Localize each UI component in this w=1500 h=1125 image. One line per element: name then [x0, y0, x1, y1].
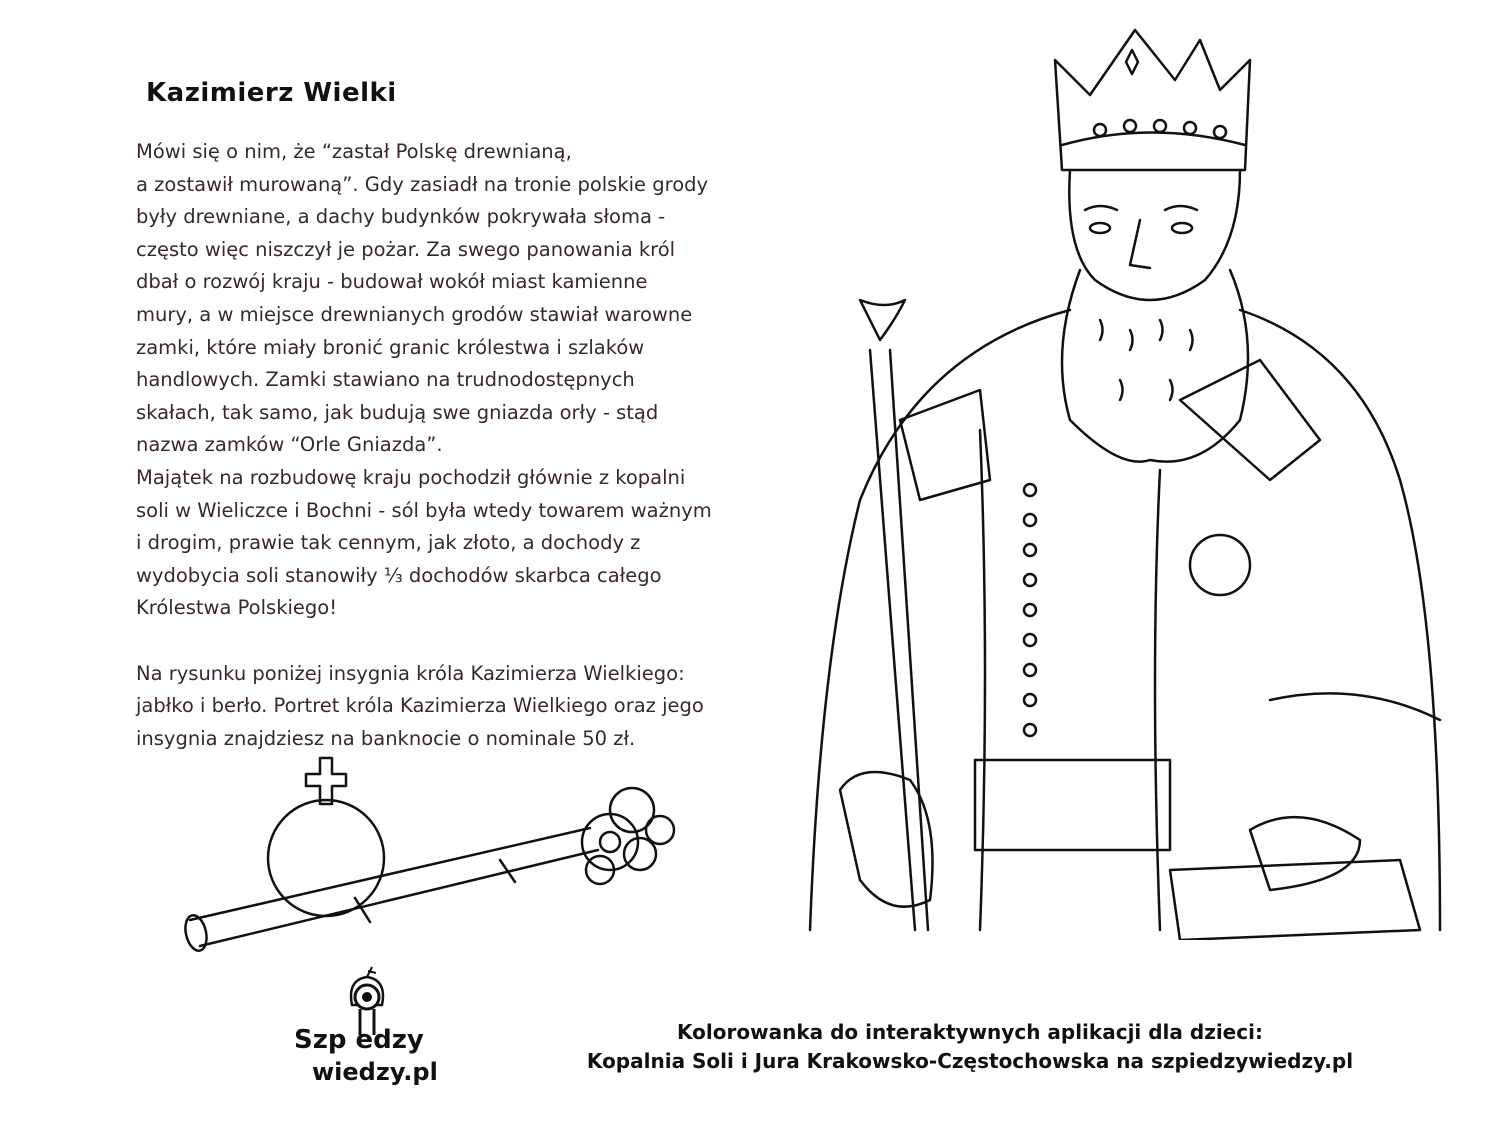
text-line: a zostawił murowaną”. Gdy zasiadł na tronie polskie grody: [136, 172, 709, 196]
text-line: handlowych. Zamki stawiano na trudnodostępnych: [136, 368, 635, 392]
text-line: często więc niszczył je pożar. Za swego panowania król: [136, 237, 676, 261]
footer-caption: [470, 1018, 1470, 1076]
text-line: były drewniane, a dachy budynków pokrywała słoma -: [136, 205, 666, 229]
page-title: Kazimierz Wielki: [146, 78, 397, 108]
logo-word-1: Szp edzy: [294, 1025, 424, 1055]
buttons-column: [1024, 484, 1036, 736]
sceptre-icon: [182, 788, 674, 953]
robe: [810, 310, 1440, 930]
orb-icon: [268, 758, 384, 916]
footer-line-1: Kolorowanka do interaktywnych aplikacji dla dzieci:: [677, 1020, 1263, 1044]
text-line: jabłko i berło. Portret króla Kazimierza Wielkiego oraz jego: [136, 694, 704, 718]
text-line: dbał o rozwój kraju - budował wokół miast kamienne: [136, 270, 648, 294]
text-line: Majątek na rozbudowę kraju pochodził głównie z kopalni: [136, 465, 686, 489]
text-line: soli w Wieliczce i Bochni - sól była wtedy towarem ważnym: [136, 498, 712, 522]
logo-word-2: wiedzy.pl: [312, 1058, 438, 1086]
text-line: Królestwa Polskiego!: [136, 596, 338, 620]
brand-logo[interactable]: [290, 965, 450, 1095]
crown-icon: [1055, 30, 1250, 170]
king-face: [1069, 170, 1240, 300]
text-line: zamki, które miały bronić granic królestwa i szlaków: [136, 335, 645, 359]
text-line: wydobycia soli stanowiły ⅓ dochodów skarbca całego: [136, 563, 662, 587]
orb-and-sceptre-illustration: [170, 750, 710, 960]
sceptre-in-hand-icon: [840, 300, 933, 930]
description-text: [136, 136, 776, 755]
book-icon: [1170, 817, 1420, 940]
text-line: skałach, tak samo, jak budują swe gniazda orły - stąd: [136, 400, 659, 424]
text-line: i drogim, prawie tak cennym, jak złoto, a dochody z: [136, 531, 641, 555]
footer-line-2: Kopalnia Soli i Jura Krakowsko-Częstochowska na szpiedzywiedzy.pl: [586, 1049, 1354, 1073]
text-line: insygnia znajdziesz na banknocie o nominale 50 zł.: [136, 726, 636, 750]
text-line: Na rysunku poniżej insygnia króla Kazimierza Wielkiego:: [136, 661, 685, 685]
text-line: mury, a w miejsce drewnianych grodów stawiał warowne: [136, 302, 693, 326]
king-portrait-illustration: [800, 20, 1480, 940]
text-line: Mówi się o nim, że “zastał Polskę drewnianą,: [136, 140, 572, 163]
text-line: nazwa zamków “Orle Gniazda”.: [136, 433, 443, 457]
